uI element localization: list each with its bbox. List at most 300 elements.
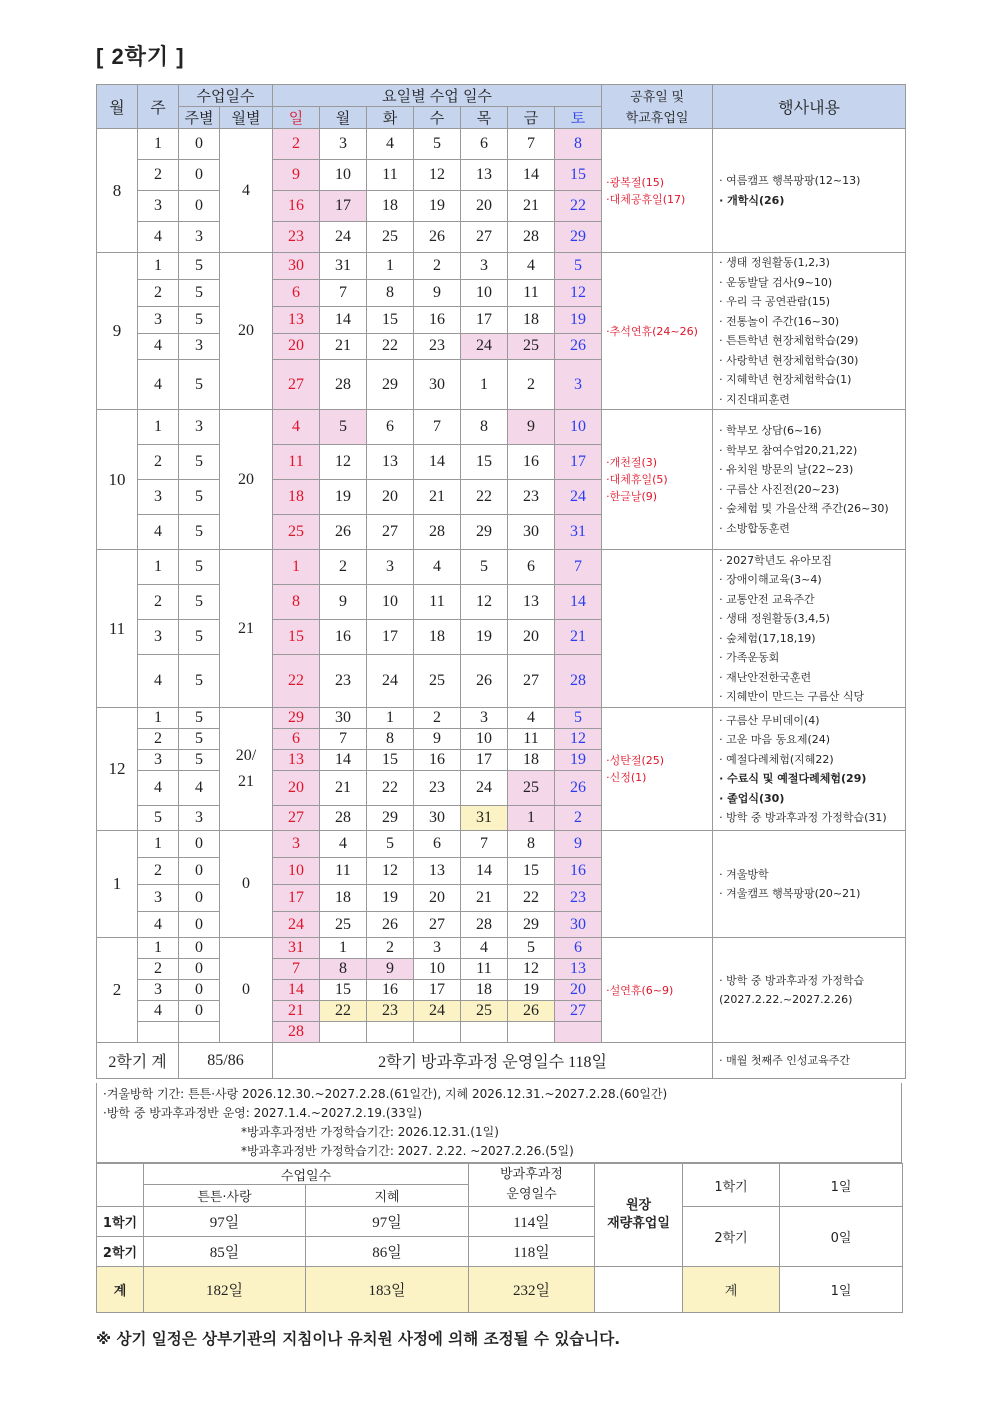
calendar-day: 11 — [320, 858, 367, 885]
calendar-day: 8 — [367, 279, 414, 306]
calendar-day: 8 — [555, 129, 602, 160]
calendar-day: 22 — [367, 771, 414, 806]
weekly-days: 5 — [179, 585, 220, 620]
calendar-day: 12 — [555, 729, 602, 750]
holiday-cell — [602, 708, 713, 831]
calendar-day: 23 — [414, 333, 461, 360]
calendar-day: 1 — [320, 938, 367, 959]
calendar-day: 25 — [320, 912, 367, 938]
holiday-item: ·개천절(3) — [606, 456, 658, 469]
calendar-day: 19 — [555, 750, 602, 771]
holiday-item: ·대체공휴일(17) — [606, 192, 686, 206]
header-days-group: 수업일수 — [179, 85, 273, 107]
weekly-days: 0 — [179, 191, 220, 222]
events-cell — [713, 129, 906, 253]
week-row — [97, 410, 906, 445]
calendar-day: 11 — [414, 585, 461, 620]
weekly-days: 0 — [179, 885, 220, 912]
calendar-day: 3 — [555, 360, 602, 410]
week-row — [97, 831, 906, 858]
calendar-day: 30 — [414, 360, 461, 410]
footer-note: ※ 상기 일정은 상부기관의 지침이나 유치원 사정에 의해 조정될 수 있습니다. — [96, 1330, 621, 1348]
week-number: 4 — [138, 912, 179, 938]
event-item: · 수료식 및 예절다례체험(29) — [719, 772, 867, 785]
calendar-day: 10 — [461, 729, 508, 750]
month-cell: 11 — [97, 550, 138, 708]
weekly-days: 5 — [179, 655, 220, 708]
disc-value-3: 1일 — [780, 1267, 903, 1313]
calendar-day: 15 — [367, 306, 414, 333]
totals-cell: 86일 — [306, 1237, 469, 1267]
event-item: · 여름캠프 행복팡팡(12~13) — [719, 174, 861, 187]
calendar-day: 9 — [555, 831, 602, 858]
calendar-day: 14 — [555, 585, 602, 620]
holiday-item: ·광복절(15) — [606, 175, 665, 189]
calendar-day: 4 — [508, 708, 555, 729]
calendar-day: 2 — [273, 129, 320, 160]
holiday-item: ·추석연휴(24~26) — [606, 324, 698, 338]
calendar-day: 20 — [273, 771, 320, 806]
calendar-day: 3 — [320, 129, 367, 160]
summary-label: 2학기 계 — [97, 1043, 179, 1079]
calendar-day: 8 — [461, 410, 508, 445]
week-number: 2 — [138, 959, 179, 980]
totals-cell: 85일 — [144, 1237, 306, 1267]
calendar-day: 22 — [555, 191, 602, 222]
week-row — [97, 708, 906, 729]
calendar-day: 27 — [461, 222, 508, 253]
week-number: 2 — [138, 585, 179, 620]
week-number — [138, 1022, 179, 1043]
calendar-day: 24 — [414, 1001, 461, 1022]
calendar-day: 5 — [555, 708, 602, 729]
event-item: · 생태 정원활동(3,4,5) — [719, 612, 830, 625]
calendar-day: 7 — [461, 831, 508, 858]
week-row — [97, 129, 906, 160]
disc-label-3: 계 — [683, 1267, 780, 1313]
weekly-days: 0 — [179, 129, 220, 160]
principal-discretion-label: 원장 재량휴업일 — [595, 1164, 683, 1267]
calendar-day: 2 — [508, 360, 555, 410]
calendar-day: 4 — [461, 938, 508, 959]
weekly-days: 0 — [179, 938, 220, 959]
calendar-day: 26 — [320, 515, 367, 550]
month-cell: 10 — [97, 410, 138, 550]
calendar-day: 1 — [367, 708, 414, 729]
calendar-day: 11 — [508, 279, 555, 306]
calendar-day: 11 — [461, 959, 508, 980]
notes-box — [96, 1083, 902, 1163]
calendar-day: 9 — [320, 585, 367, 620]
holiday-cell — [602, 550, 713, 708]
calendar-day: 27 — [555, 1001, 602, 1022]
calendar-day: 8 — [508, 831, 555, 858]
weekday-header: 화 — [367, 107, 414, 129]
weekly-days: 5 — [179, 306, 220, 333]
calendar-day: 12 — [555, 279, 602, 306]
week-number: 3 — [138, 750, 179, 771]
calendar-day: 5 — [461, 550, 508, 585]
calendar-day: 17 — [461, 750, 508, 771]
calendar-day: 15 — [508, 858, 555, 885]
event-item: · 구름산 사진전(20~23) — [719, 482, 840, 496]
calendar-day: 18 — [508, 750, 555, 771]
calendar-day: 17 — [367, 620, 414, 655]
calendar-day: 27 — [367, 515, 414, 550]
calendar-day: 23 — [508, 480, 555, 515]
calendar-day: 20 — [367, 480, 414, 515]
calendar-day: 23 — [414, 771, 461, 806]
weekly-days: 5 — [179, 279, 220, 306]
monthly-days: 0 — [220, 938, 273, 1043]
holiday-cell — [602, 253, 713, 410]
week-row — [97, 253, 906, 280]
week-number: 1 — [138, 253, 179, 280]
month-cell: 12 — [97, 708, 138, 831]
event-item: · 지혜반이 만드는 구름산 식당 — [719, 690, 865, 703]
calendar-day: 22 — [320, 1001, 367, 1022]
calendar-day: 25 — [367, 222, 414, 253]
calendar-day: 12 — [414, 160, 461, 191]
calendar-day: 17 — [273, 885, 320, 912]
weekly-days: 5 — [179, 750, 220, 771]
events-cell — [713, 410, 906, 550]
calendar-day: 28 — [414, 515, 461, 550]
event-item: · 우리 극 공연관람(15) — [719, 295, 831, 308]
calendar-day: 28 — [555, 655, 602, 708]
event-item: · 튼튼학년 현장체험학습(29) — [719, 334, 859, 347]
calendar-day — [508, 1022, 555, 1043]
calendar-day: 11 — [273, 445, 320, 480]
calendar-day: 5 — [555, 253, 602, 280]
calendar-day: 2 — [367, 938, 414, 959]
monthly-days: 0 — [220, 831, 273, 938]
calendar-day: 12 — [367, 858, 414, 885]
event-item: · 학부모 상담(6~16) — [719, 424, 822, 437]
monthly-days: 4 — [220, 129, 273, 253]
calendar-day: 27 — [273, 360, 320, 410]
calendar-day: 15 — [555, 160, 602, 191]
calendar-day: 14 — [414, 445, 461, 480]
totals-days-header: 수업일수 — [144, 1164, 469, 1185]
calendar-day: 27 — [414, 912, 461, 938]
calendar-day: 16 — [367, 980, 414, 1001]
calendar-day: 22 — [508, 885, 555, 912]
calendar-day: 14 — [320, 750, 367, 771]
weekly-days: 5 — [179, 708, 220, 729]
calendar-day — [367, 1022, 414, 1043]
weekly-days: 3 — [179, 333, 220, 360]
calendar-day: 30 — [555, 912, 602, 938]
calendar-day: 30 — [273, 253, 320, 280]
calendar-day: 14 — [273, 980, 320, 1001]
calendar-day: 7 — [273, 959, 320, 980]
event-item: · 생태 정원활동(1,2,3) — [719, 256, 830, 269]
holiday-item: ·성탄절(25) — [606, 754, 665, 767]
header-holiday: 공휴일 및 학교휴업일 — [602, 85, 713, 129]
disc-label-1: 1학기 — [683, 1164, 780, 1207]
calendar-day: 29 — [508, 912, 555, 938]
calendar-day: 9 — [367, 959, 414, 980]
calendar-day: 24 — [555, 480, 602, 515]
event-item: · 지혜학년 현장체험학습(1) — [719, 373, 852, 386]
event-item: · 고운 마음 동요제(24) — [719, 733, 831, 746]
calendar-day: 13 — [461, 160, 508, 191]
header-events: 행사내용 — [713, 85, 906, 129]
calendar-day: 11 — [367, 160, 414, 191]
events-cell — [713, 550, 906, 708]
calendar-day: 10 — [320, 160, 367, 191]
calendar-day: 31 — [320, 253, 367, 280]
calendar-day: 17 — [461, 306, 508, 333]
disc-label-2: 2학기 — [683, 1207, 780, 1267]
calendar-day: 2 — [320, 550, 367, 585]
week-number: 1 — [138, 410, 179, 445]
totals-row-label: 계 — [97, 1267, 144, 1313]
calendar-day: 3 — [461, 253, 508, 280]
week-number: 2 — [138, 279, 179, 306]
summary-value: 85/86 — [179, 1043, 273, 1079]
calendar-day: 5 — [414, 129, 461, 160]
calendar-day: 20 — [555, 980, 602, 1001]
calendar-day: 17 — [320, 191, 367, 222]
calendar-day: 6 — [273, 729, 320, 750]
calendar-day: 21 — [414, 480, 461, 515]
events-cell — [713, 938, 906, 1043]
holiday-cell — [602, 938, 713, 1043]
week-number: 3 — [138, 191, 179, 222]
weekly-days: 0 — [179, 858, 220, 885]
calendar-day: 19 — [367, 885, 414, 912]
weekly-days: 5 — [179, 480, 220, 515]
calendar-day: 4 — [508, 253, 555, 280]
totals-row-label: 1학기 — [97, 1207, 144, 1237]
event-item: · 재난안전한국훈련 — [719, 670, 812, 684]
note-line: ·겨울방학 기간: 튼튼·사랑 2026.12.30.~2027.2.28.(61일간), 지혜 2026.12.31.~2027.2.28.(60일간) — [103, 1087, 668, 1101]
calendar-day: 19 — [508, 980, 555, 1001]
calendar-day: 28 — [320, 360, 367, 410]
totals-col1-header: 튼튼·사랑 — [144, 1185, 306, 1207]
weekly-days: 5 — [179, 253, 220, 280]
calendar-day: 1 — [508, 806, 555, 831]
totals-table — [96, 1163, 903, 1313]
calendar-day: 28 — [273, 1022, 320, 1043]
weekly-days: 0 — [179, 912, 220, 938]
calendar-day: 23 — [367, 1001, 414, 1022]
header-weekly: 주별 — [179, 107, 220, 129]
weekday-header: 월 — [320, 107, 367, 129]
weekday-header: 토 — [555, 107, 602, 129]
calendar-day: 26 — [461, 655, 508, 708]
calendar-day: 30 — [320, 708, 367, 729]
note-line: ·방학 중 방과후과정반 운영: 2027.1.4.~2027.2.19.(33일) — [103, 1106, 423, 1120]
calendar-day: 3 — [367, 550, 414, 585]
week-number: 4 — [138, 515, 179, 550]
calendar-day: 6 — [273, 279, 320, 306]
calendar-day — [555, 1022, 602, 1043]
note-line: *방과후과정반 가정학습기간: 2027. 2.22. ~2027.2.26.(5일) — [241, 1144, 574, 1158]
calendar-day: 29 — [367, 360, 414, 410]
calendar-day: 26 — [508, 1001, 555, 1022]
calendar-day: 13 — [367, 445, 414, 480]
event-item: (2027.2.22.~2027.2.26) — [719, 993, 853, 1006]
calendar-day: 24 — [320, 222, 367, 253]
page-title: [ 2학기 ] — [96, 44, 185, 69]
header-week: 주 — [138, 85, 179, 129]
calendar-day: 18 — [508, 306, 555, 333]
calendar-day: 12 — [320, 445, 367, 480]
calendar-day: 25 — [461, 1001, 508, 1022]
summary-note: · 매월 첫째주 인성교육주간 — [713, 1043, 906, 1079]
calendar-day: 11 — [508, 729, 555, 750]
calendar-day: 8 — [320, 959, 367, 980]
calendar-day: 6 — [414, 831, 461, 858]
calendar-day: 18 — [273, 480, 320, 515]
calendar-day: 20 — [508, 620, 555, 655]
event-item: · 전통놀이 주간(16~30) — [719, 314, 840, 328]
calendar-day: 16 — [555, 858, 602, 885]
calendar-day: 20 — [461, 191, 508, 222]
calendar-day: 7 — [320, 279, 367, 306]
calendar-day: 4 — [367, 129, 414, 160]
event-item: · 방학 중 방과후과정 가정학습(31) — [719, 811, 887, 824]
calendar-day: 5 — [320, 410, 367, 445]
weekly-days: 0 — [179, 980, 220, 1001]
event-item: · 구름산 무비데이(4) — [719, 713, 820, 727]
calendar-day: 16 — [414, 306, 461, 333]
calendar-day: 15 — [461, 445, 508, 480]
totals-col2-header: 지혜 — [306, 1185, 469, 1207]
calendar-day: 21 — [320, 333, 367, 360]
calendar-day: 21 — [320, 771, 367, 806]
weekly-days: 3 — [179, 806, 220, 831]
event-item: · 방학 중 방과후과정 가정학습 — [719, 973, 865, 987]
calendar-day: 20 — [414, 885, 461, 912]
week-number: 1 — [138, 708, 179, 729]
calendar-day: 24 — [461, 771, 508, 806]
event-item: · 유치원 방문의 날(22~23) — [719, 463, 854, 476]
week-number: 2 — [138, 160, 179, 191]
calendar-day: 28 — [320, 806, 367, 831]
disc-value-2: 0일 — [780, 1207, 903, 1267]
weekly-days: 5 — [179, 360, 220, 410]
calendar-day: 17 — [555, 445, 602, 480]
event-item: · 교통안전 교육주간 — [719, 592, 815, 606]
calendar-day: 25 — [508, 771, 555, 806]
holiday-cell — [602, 129, 713, 253]
weekly-days: 0 — [179, 1001, 220, 1022]
calendar-day: 29 — [555, 222, 602, 253]
calendar-day: 7 — [320, 729, 367, 750]
header-monthly: 월별 — [220, 107, 273, 129]
week-number: 4 — [138, 771, 179, 806]
totals-cell: 97일 — [306, 1207, 469, 1237]
calendar-day: 12 — [461, 585, 508, 620]
calendar-day: 31 — [555, 515, 602, 550]
calendar-day: 2 — [414, 708, 461, 729]
event-item: · 소방합동훈련 — [719, 521, 790, 535]
event-item: · 예절다례체험(지혜22) — [719, 752, 834, 766]
disc-value-1: 1일 — [780, 1164, 903, 1207]
week-number: 1 — [138, 831, 179, 858]
totals-cell: 232일 — [469, 1267, 595, 1313]
event-item: · 겨울캠프 행복팡팡(20~21) — [719, 887, 861, 900]
calendar-day: 26 — [555, 333, 602, 360]
week-number: 3 — [138, 885, 179, 912]
totals-corner — [97, 1164, 144, 1207]
calendar-day: 18 — [367, 191, 414, 222]
calendar-day: 18 — [320, 885, 367, 912]
events-cell — [713, 831, 906, 938]
calendar-table — [96, 84, 906, 1079]
event-item: · 개학식(26) — [719, 193, 785, 207]
weekday-header: 금 — [508, 107, 555, 129]
calendar-day: 13 — [273, 306, 320, 333]
event-item: · 사랑학년 현장체험학습(30) — [719, 353, 859, 367]
week-number: 3 — [138, 306, 179, 333]
weekly-days: 5 — [179, 550, 220, 585]
calendar-day: 14 — [320, 306, 367, 333]
calendar-day: 14 — [461, 858, 508, 885]
weekly-days — [179, 1022, 220, 1043]
calendar-day: 24 — [461, 333, 508, 360]
calendar-day: 5 — [508, 938, 555, 959]
week-row — [97, 550, 906, 585]
calendar-day: 23 — [320, 655, 367, 708]
calendar-day: 23 — [273, 222, 320, 253]
holiday-cell — [602, 410, 713, 550]
calendar-day: 31 — [273, 938, 320, 959]
calendar-day: 1 — [367, 253, 414, 280]
calendar-day: 9 — [414, 729, 461, 750]
calendar-day: 10 — [367, 585, 414, 620]
month-cell: 2 — [97, 938, 138, 1043]
calendar-day: 19 — [414, 191, 461, 222]
calendar-day: 27 — [273, 806, 320, 831]
calendar-day: 15 — [320, 980, 367, 1001]
calendar-day — [320, 1022, 367, 1043]
calendar-day: 13 — [273, 750, 320, 771]
calendar-day: 7 — [555, 550, 602, 585]
header-weekday-group: 요일별 수업 일수 — [273, 85, 602, 107]
weekly-days: 0 — [179, 160, 220, 191]
totals-row-label: 2학기 — [97, 1237, 144, 1267]
week-number: 4 — [138, 1001, 179, 1022]
monthly-days: 20 — [220, 253, 273, 410]
calendar-day: 27 — [508, 655, 555, 708]
calendar-day: 25 — [414, 655, 461, 708]
weekday-header: 일 — [273, 107, 320, 129]
totals-cell: 97일 — [144, 1207, 306, 1237]
calendar-day: 6 — [555, 938, 602, 959]
calendar-day: 7 — [508, 129, 555, 160]
weekly-days: 0 — [179, 831, 220, 858]
weekly-days: 3 — [179, 222, 220, 253]
event-item: · 2027학년도 유아모집 — [719, 553, 832, 567]
week-row — [97, 938, 906, 959]
month-cell: 8 — [97, 129, 138, 253]
week-number: 4 — [138, 333, 179, 360]
calendar-day: 8 — [273, 585, 320, 620]
week-number: 2 — [138, 729, 179, 750]
holiday-cell — [602, 831, 713, 938]
weekly-days: 5 — [179, 515, 220, 550]
calendar-day: 29 — [273, 708, 320, 729]
calendar-day: 15 — [273, 620, 320, 655]
calendar-day — [461, 1022, 508, 1043]
week-number: 3 — [138, 480, 179, 515]
calendar-day: 6 — [461, 129, 508, 160]
